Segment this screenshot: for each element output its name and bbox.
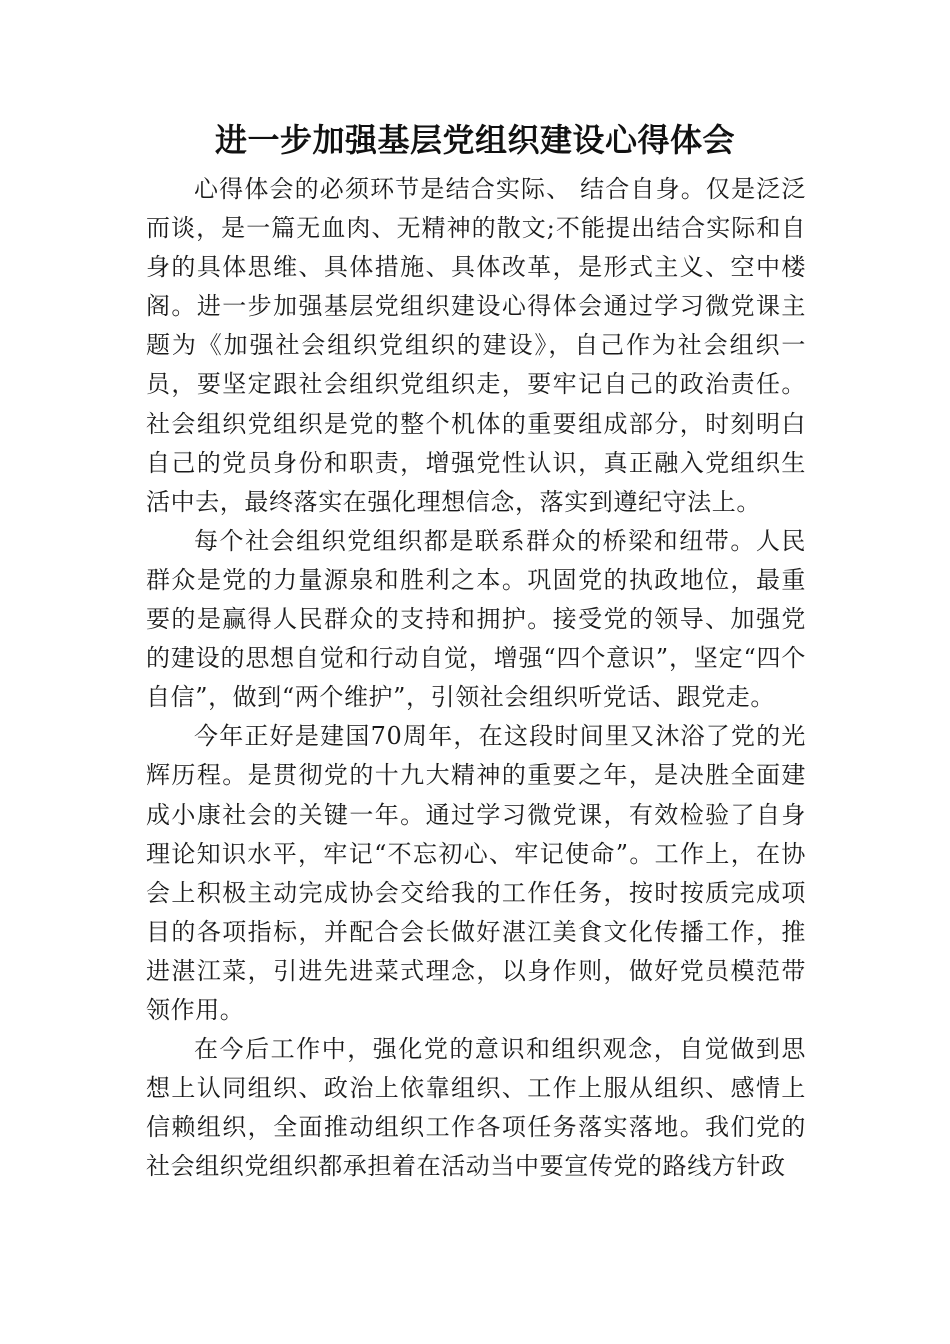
paragraph-1: 心得体会的必须环节是结合实际、 结合自身。仅是泛泛而谈，是一篇无血肉、无精神的散文;不能提出结合实际和自身的具体思维、具体措施、具体改革，是形式主义、空中楼阁。进一步加强基层党组织建设心得体会通过学习微党课主题为《加强社会组织党组织的建设》，自己作为社会组织一员，要坚定跟社会组织党组织走，要牢记自己的政治责任。社会组织党组织是党的整个机体的重要组成部分，时刻明白自己的党员身份和职责，增强党性认识，真正融入党组织生活中去，最终落实在强化理想信念，落实到遵纪守法上。 (146, 175, 806, 516)
paragraph-2: 每个社会组织党组织都是联系群众的桥梁和纽带。人民群众是党的力量源泉和胜利之本。巩固党的执政地位，最重要的是赢得人民群众的支持和拥护。接受党的领导、加强党的建设的思想自觉和行动自觉，增强“四个意识”，坚定“四个自信”，做到“两个维护”，引领社会组织听党话、跟党走。 (146, 526, 806, 712)
paragraph-3: 今年正好是建国70周年，在这段时间里又沐浴了党的光辉历程。是贯彻党的十九大精神的重要之年，是决胜全面建成小康社会的关键一年。通过学习微党课，有效检验了自身理论知识水平，牢记“不忘初心、牢记使命”。工作上，在协会上积极主动完成协会交给我的工作任务，按时按质完成项目的各项指标，并配合会长做好湛江美食文化传播工作，推进湛江菜，引进先进菜式理念，以身作则，做好党员模范带领作用。 (146, 722, 806, 1024)
paragraph-4: 在今后工作中，强化党的意识和组织观念，自觉做到思想上认同组织、政治上依靠组织、工作上服从组织、感情上信赖组织，全面推动组织工作各项任务落实落地。我们党的社会组织党组织都承担着在活动当中要宣传党的路线方针政 (146, 1035, 806, 1181)
document-body (146, 170, 806, 1186)
document-title: 进一步加强基层党组织建设心得体会 (214, 121, 735, 159)
